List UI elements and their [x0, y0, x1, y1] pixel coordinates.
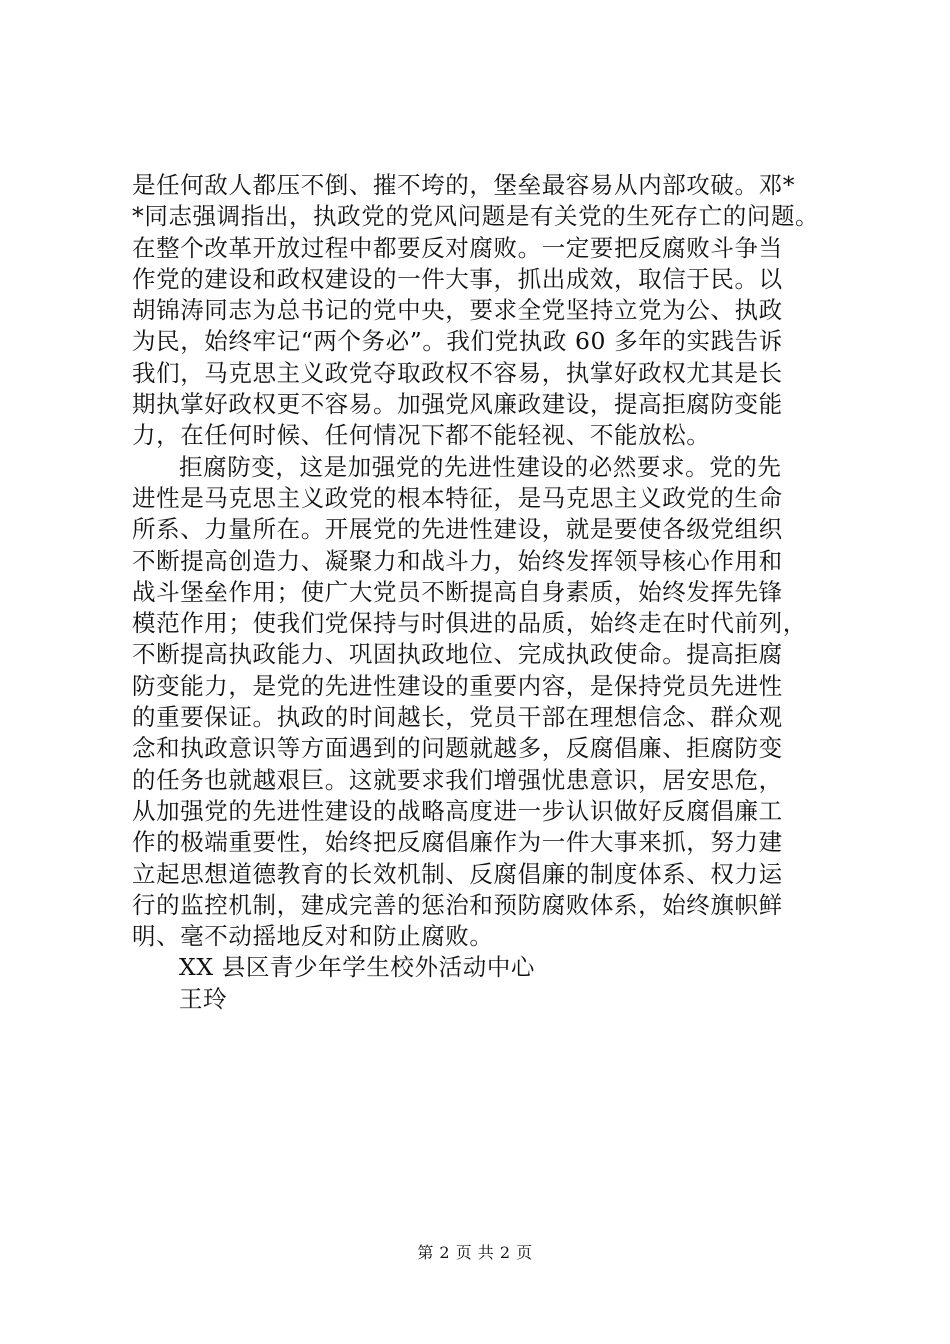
paragraph-line: 作党的建设和政权建设的一件大事，抓出成效，取信于民。以 [132, 264, 783, 293]
paragraph-line: 明、毫不动摇地反对和防止腐败。 [132, 922, 494, 951]
paragraph-line: 行的监控机制，建成完善的惩治和预防腐败体系，始终旗帜鲜 [132, 890, 783, 919]
paragraph-line: 拒腐防变，这是加强党的先进性建设的必然要求。党的先 [179, 452, 782, 481]
paragraph-line: 念和执政意识等方面遇到的问题就越多，反腐倡廉、拒腐防变 [132, 734, 783, 763]
paragraph-line: 在整个改革开放过程中都要反对腐败。一定要把反腐败斗争当 [132, 233, 783, 262]
paragraph-line: 我们，马克思主义政党夺取政权不容易，执掌好政权尤其是长 [132, 358, 783, 387]
document-body [132, 170, 822, 1015]
paragraph-line: 进性是马克思主义政党的根本特征，是马克思主义政党的生命 [132, 483, 783, 512]
paragraph-line: 所系、力量所在。开展党的先进性建设，就是要使各级党组织 [132, 515, 783, 544]
paragraph-line: 从加强党的先进性建设的战略高度进一步认识做好反腐倡廉工 [132, 796, 783, 825]
page-footer: 第 2 页 共 2 页 [417, 1243, 533, 1262]
paragraph-line: 不断提高创造力、凝聚力和战斗力，始终发挥领导核心作用和 [132, 546, 783, 575]
paragraph-line: 防变能力，是党的先进性建设的重要内容，是保持党员先进性 [132, 671, 783, 700]
paragraph-line: 不断提高执政能力、巩固执政地位、完成执政使命。提高拒腐 [132, 640, 783, 669]
paragraph-line: 期执掌好政权更不容易。加强党风廉政建设，提高拒腐防变能 [132, 390, 783, 419]
paragraph-line: 战斗堡垒作用；使广大党员不断提高自身素质，始终发挥先锋 [132, 577, 783, 606]
paragraph-line: 立起思想道德教育的长效机制、反腐倡廉的制度体系、权力运 [132, 859, 783, 888]
signature-author: 王玲 [179, 984, 228, 1013]
paragraph-line: 的任务也就越艰巨。这就要求我们增强忧患意识，居安思危， [132, 765, 783, 794]
paragraph-line: 作的极端重要性，始终把反腐倡廉作为一件大事来抓，努力建 [132, 828, 783, 857]
paragraph-line: 模范作用；使我们党保持与时俱进的品质，始终走在时代前列， [132, 609, 807, 638]
paragraph-line: 为民，始终牢记“两个务必”。我们党执政 60 多年的实践告诉 [132, 327, 783, 356]
signature-organization: XX 县区青少年学生校外活动中心 [179, 953, 536, 982]
paragraph-line: *同志强调指出，执政党的党风问题是有关党的生死存亡的问题。 [132, 202, 820, 231]
paragraph-line: 力，在任何时候、任何情况下都不能轻视、不能放松。 [132, 421, 711, 450]
paragraph-line: 胡锦涛同志为总书记的党中央，要求全党坚持立党为公、执政 [132, 296, 783, 325]
paragraph-line: 是任何敌人都压不倒、摧不垮的，堡垒最容易从内部攻破。邓* [132, 171, 796, 199]
paragraph-line: 的重要保证。执政的时间越长，党员干部在理想信念、群众观 [132, 703, 783, 732]
